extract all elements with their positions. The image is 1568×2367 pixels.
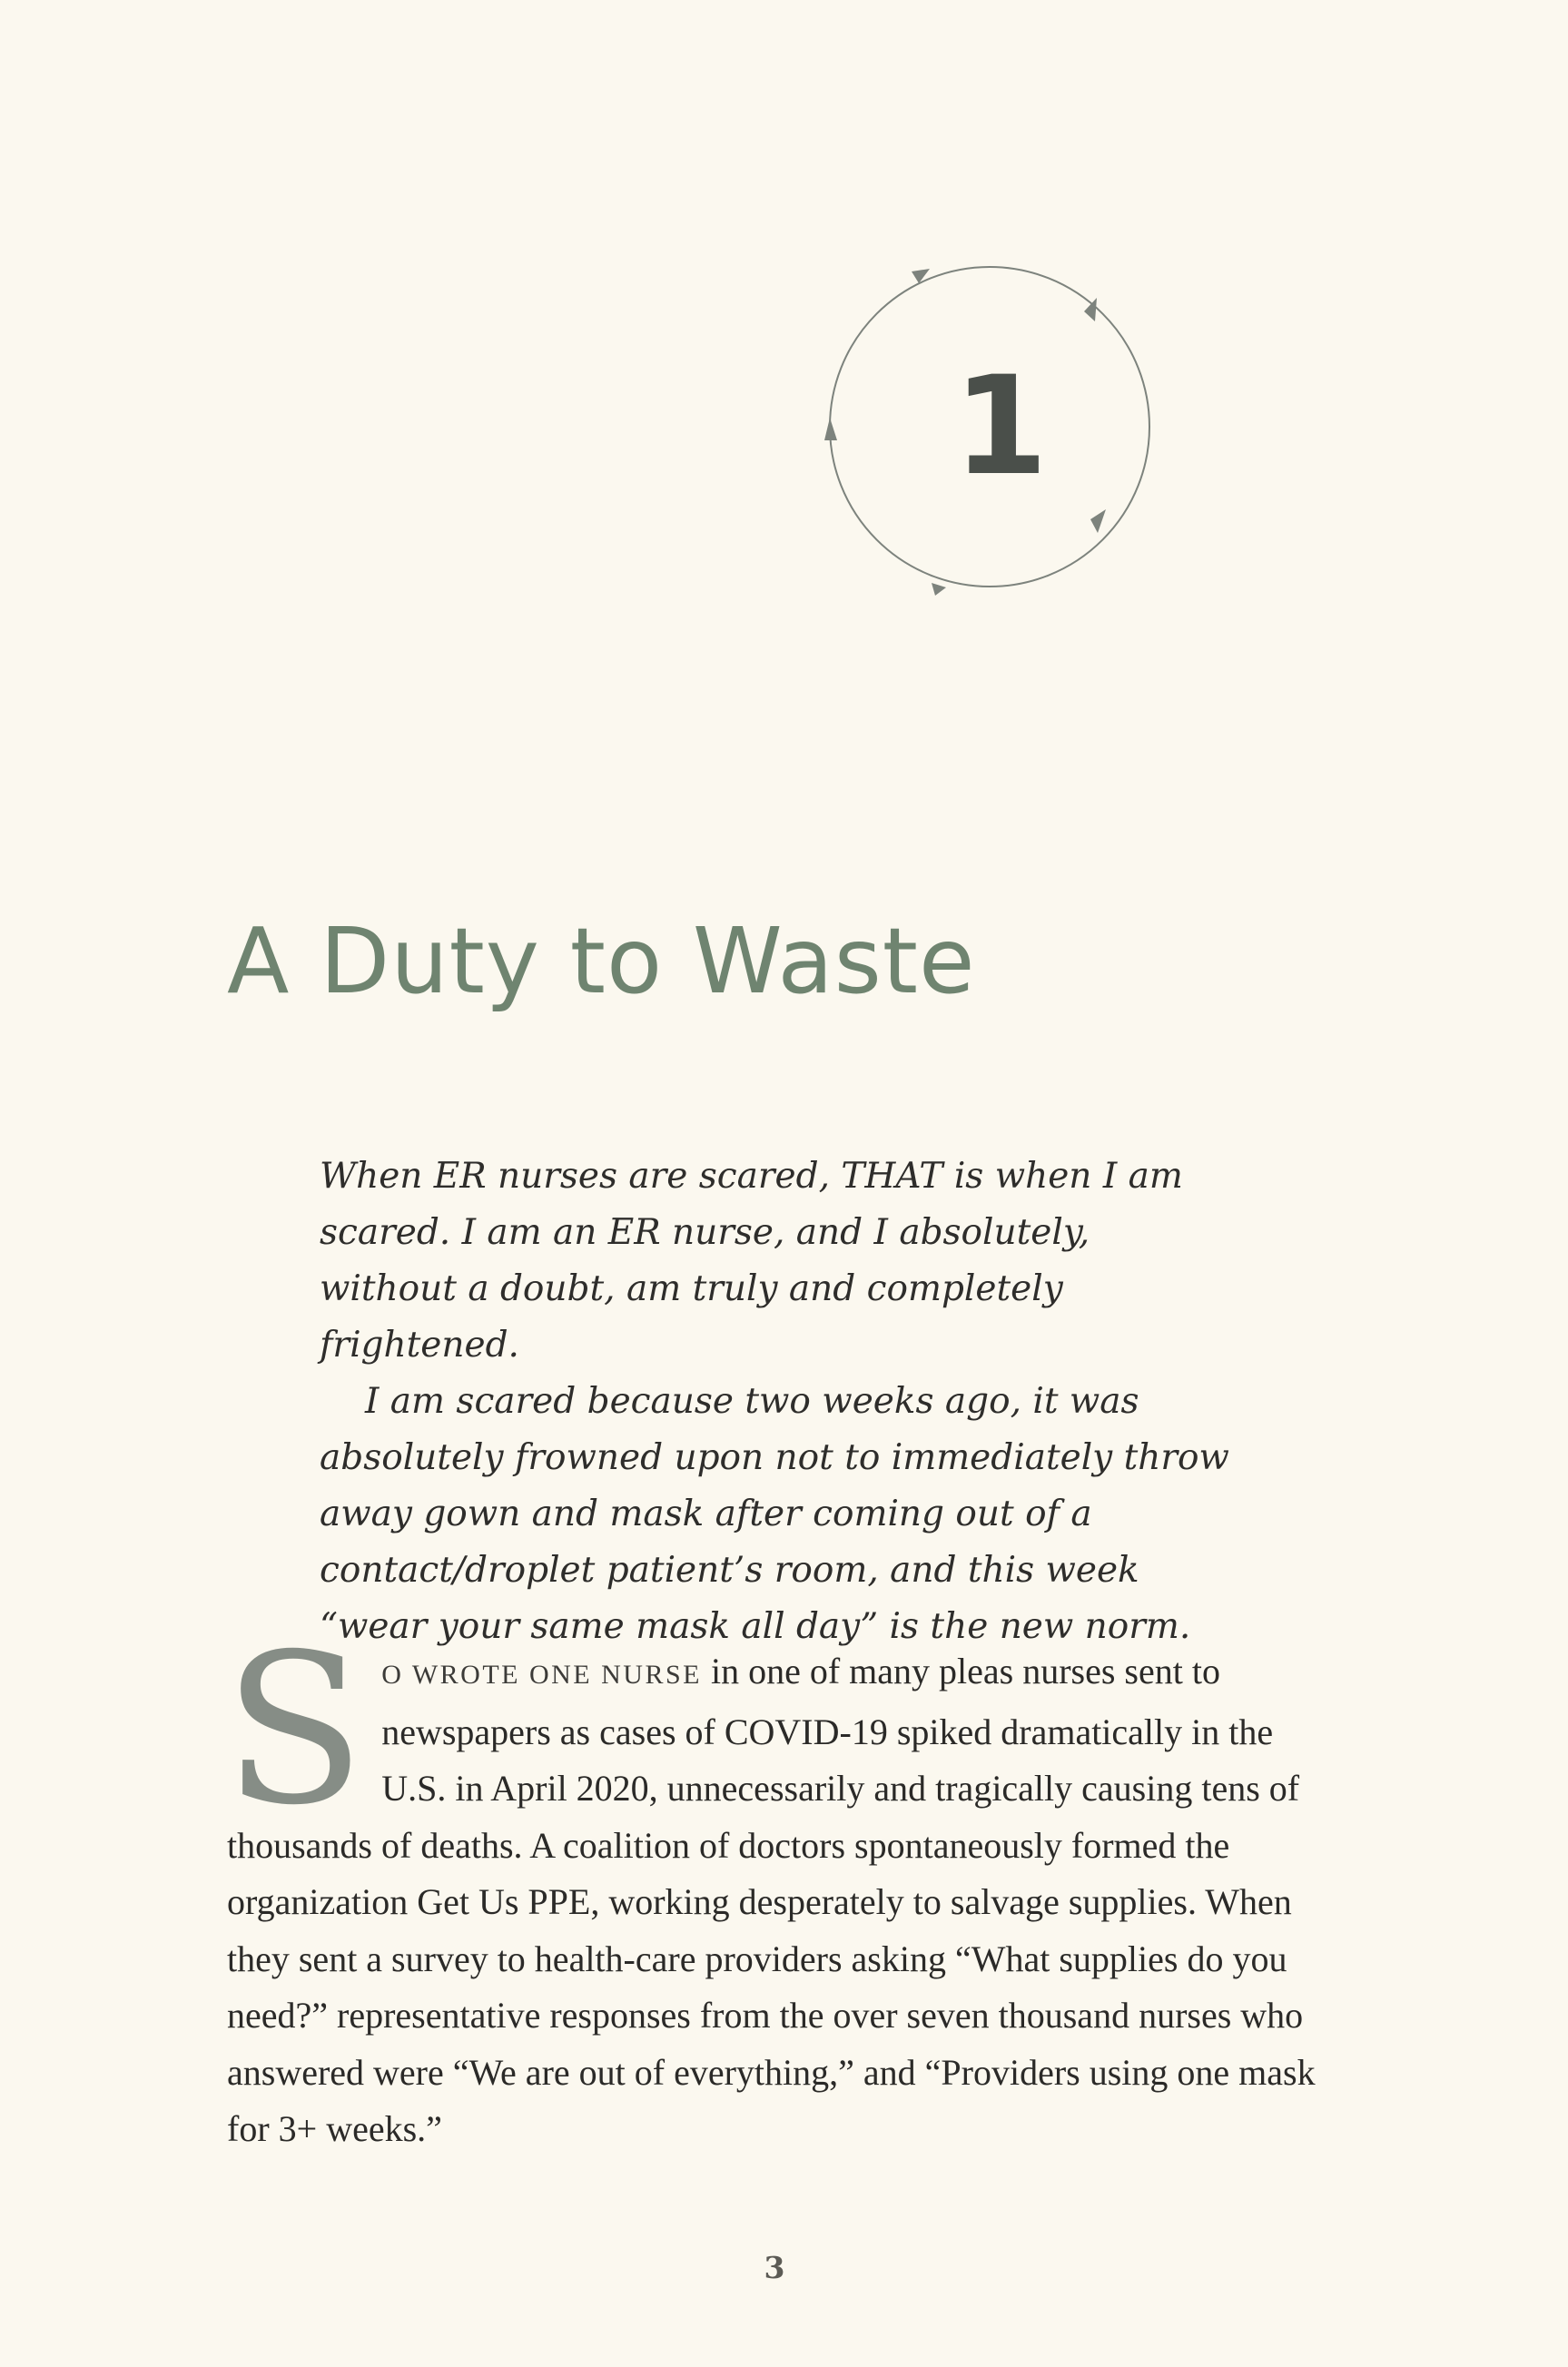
epigraph xyxy=(320,1149,1237,1655)
body-paragraph xyxy=(223,1609,1326,2158)
body-text: in one of many pleas nurses sent to newspapers as cases of COVID-19 spiked dramatically in the U.S. in April 2020, unnecessarily and tragically causing tens of thousands of deaths. A coalition of doctors spontaneously formed the organization Get Us PPE, working desperately to salvage supplies. When they sent a survey to health-care providers asking “What supplies do you need?” representative responses from the over seven thousand nurses who answered were “We are out of everything,” and “Providers using one mask for 3+ weeks.” xyxy=(227,1651,1316,2149)
chapter-number: 1 xyxy=(952,348,1049,506)
page-number: 3 xyxy=(764,2250,785,2285)
small-caps-lead-in: O WROTE ONE NURSE xyxy=(381,1660,702,1690)
epigraph-paragraph: When ER nurses are scared, THAT is when I am scared. I am an ER nurse, and I absolutely, without a doubt, am truly and completely frightened. xyxy=(320,1156,1183,1366)
chapter-title: A Duty to Waste xyxy=(227,908,976,1014)
drop-cap: S xyxy=(223,1609,366,1850)
epigraph-paragraph: I am scared because two weeks ago, it was absolutely frowned upon not to immediately throw away gown and mask after coming out of a contact/droplet patient’s room, and this week “wear your same mask all day” is the new norm. xyxy=(320,1381,1229,1647)
